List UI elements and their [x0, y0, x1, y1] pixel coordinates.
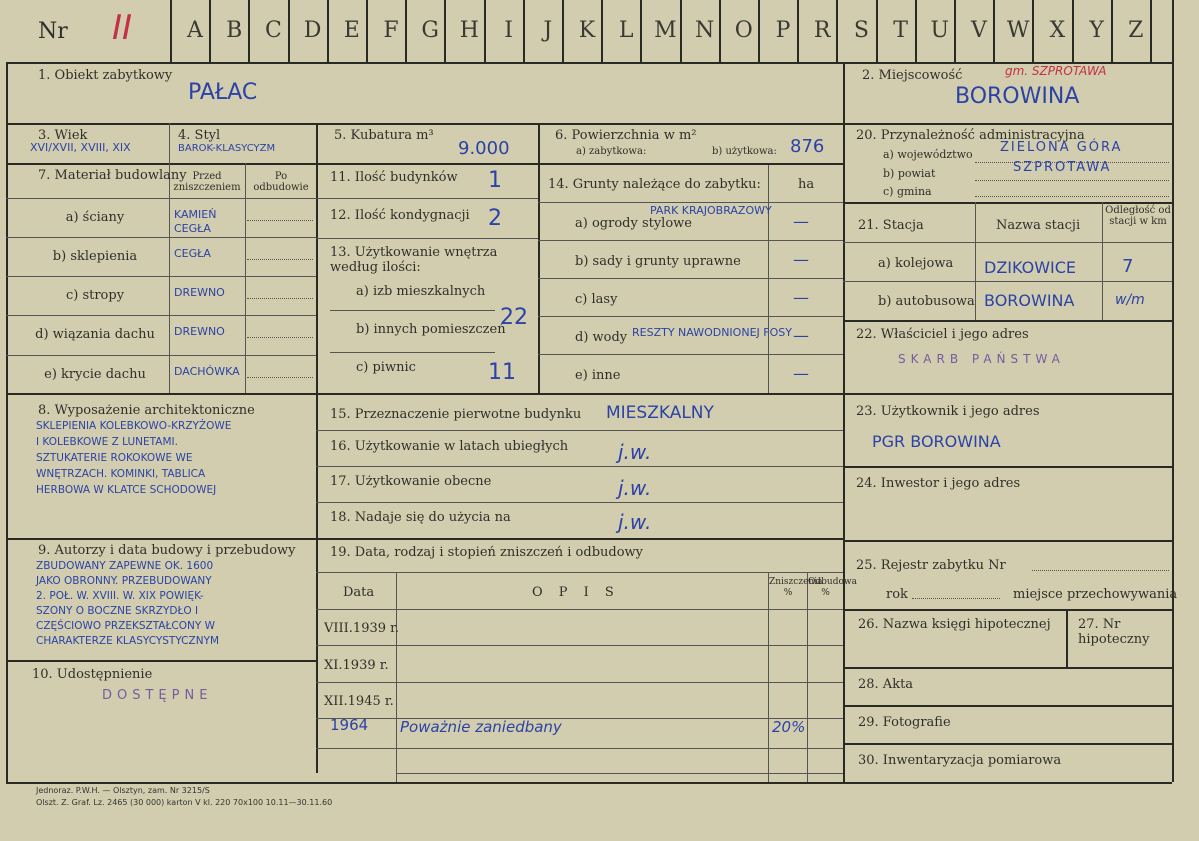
- f16-divider: [316, 466, 843, 467]
- f7-after-line: [247, 298, 313, 299]
- f19-row-divider: [316, 748, 843, 749]
- f18-value: j.w.: [618, 510, 652, 534]
- f19-div-opis: [768, 572, 769, 782]
- f20-woj-label: a) województwo: [883, 148, 973, 161]
- f20-woj: ZIELONA GÓRA: [1000, 140, 1123, 155]
- row1-divider: [6, 123, 1172, 125]
- f22-value: SKARB PAŃSTWA: [898, 352, 1065, 366]
- f9-line: CHARAKTERZE KLASYCYSTYCZNYM: [36, 635, 220, 647]
- nr-value: II: [112, 8, 133, 48]
- alphabet-divider: [719, 0, 721, 62]
- alphabet-letter: K: [578, 18, 596, 43]
- footer-line1: Jednoraz. P.W.H. — Olsztyn, zam. Nr 3215/S: [36, 786, 210, 795]
- f29-label: 29. Fotografie: [858, 715, 951, 730]
- f21-rail-km: 7: [1122, 256, 1134, 277]
- f13-b-divider: [330, 352, 495, 353]
- f7-col-after: Po odbudowie: [253, 171, 309, 193]
- f13-a-divider: [330, 310, 495, 311]
- f7-row-label: a) ściany: [65, 210, 125, 225]
- f8-line: WNĘTRZACH. KOMINKI, TABLICA: [36, 468, 206, 480]
- f14-row-divider: [538, 354, 843, 355]
- alphabet-divider: [876, 0, 878, 62]
- bottom-divider: [6, 782, 1172, 784]
- f7-row-label: c) stropy: [65, 288, 125, 303]
- f4-value: BAROK-KLASYCYZM: [178, 143, 276, 154]
- alphabet-divider: [758, 0, 760, 62]
- f7-row-value: CEGŁA: [174, 247, 211, 260]
- alphabet-letter: A: [187, 18, 203, 43]
- f7-row-divider: [6, 315, 316, 316]
- footer-line2: Olszt. Z. Graf. Lz. 2465 (30 000) karton V kl. 220 70x100 10.11—30.11.60: [36, 798, 333, 807]
- f25-divider: [843, 609, 1172, 611]
- header-divider: [6, 62, 1172, 64]
- f21-divider: [843, 320, 1172, 322]
- alphabet-divider: [797, 0, 799, 62]
- f11-label: 11. Ilość budynków: [330, 170, 458, 185]
- f7-after-line: [247, 259, 313, 260]
- alphabet-letter: V: [971, 18, 987, 43]
- f7-row-label: e) krycie dachu: [44, 367, 146, 382]
- divider-f26-f27: [1066, 609, 1068, 667]
- alphabet-letter: E: [343, 18, 360, 43]
- f14-row-divider: [538, 240, 843, 241]
- f17-label: 17. Użytkowanie obecne: [330, 474, 492, 489]
- f6-sub-b: b) użytkowa:: [712, 146, 777, 157]
- f22-divider: [843, 393, 1172, 395]
- f7-row-value: KAMIEŃ CEGŁA: [174, 208, 217, 235]
- f19-head-divider: [316, 609, 843, 610]
- f9-line: CZĘŚCIOWO PRZEKSZTAŁCONY W: [36, 620, 215, 632]
- alphabet-divider: [836, 0, 838, 62]
- f21-div-1: [975, 202, 976, 320]
- alphabet-letter: G: [421, 18, 439, 43]
- f7-row-value: DREWNO: [174, 286, 225, 299]
- f13-label: 13. Użytkowanie wnętrza według ilości:: [330, 245, 498, 275]
- f7-row-divider: [6, 276, 316, 277]
- f19-col-opis: O P I S: [532, 585, 620, 600]
- divider-right: [1172, 0, 1174, 782]
- nr-label: Nr: [38, 19, 68, 44]
- f6-label: 6. Powierzchnia w m²: [555, 128, 697, 143]
- f11-divider: [316, 198, 538, 199]
- f28-label: 28. Akta: [858, 677, 914, 692]
- f12-divider: [316, 238, 538, 239]
- alphabet-letter: X: [1049, 18, 1066, 43]
- alphabet-letter: L: [618, 18, 634, 43]
- alphabet-divider: [209, 0, 211, 62]
- f14-label: 14. Grunty należące do zabytku:: [548, 177, 761, 192]
- divider-col3: [843, 62, 845, 782]
- f21-div-2: [1102, 202, 1103, 320]
- f14-row-value: —: [793, 326, 809, 345]
- f6-sub-a: a) zabytkowa:: [576, 146, 647, 157]
- alphabet-divider: [1032, 0, 1034, 62]
- alphabet-letter: H: [459, 18, 479, 43]
- f21-bus: BOROWINA: [984, 291, 1075, 310]
- row8-divider: [6, 538, 316, 540]
- f25-rok-line: [912, 598, 1000, 599]
- f13-value-c: 11: [488, 360, 516, 385]
- f14-row-note: PARK KRAJOBRAZOWY: [650, 204, 772, 217]
- f13-a: a) izb mieszkalnych: [356, 284, 486, 299]
- f14-top: [538, 163, 843, 165]
- alphabet-divider: [288, 0, 290, 62]
- alphabet-divider: [562, 0, 564, 62]
- f14-head-divider: [538, 202, 843, 203]
- f7-label: 7. Materiał budowlany: [38, 168, 187, 183]
- divider-col1: [316, 123, 318, 773]
- f25-line: [1032, 570, 1169, 571]
- f29-divider: [843, 743, 1172, 745]
- row2-divider: [6, 163, 538, 165]
- f2-label: 2. Miejscowość: [862, 68, 963, 83]
- f21-col-dist: Odległość od stacji w km: [1105, 205, 1171, 227]
- f19-col-od: Odbudowa %: [808, 577, 857, 598]
- f7-after-line: [247, 220, 313, 221]
- alphabet-divider: [1150, 0, 1152, 62]
- f3-label: 3. Wiek: [38, 128, 88, 143]
- f15-divider: [316, 430, 843, 431]
- alphabet-letter: O: [734, 18, 753, 43]
- f19-bottom-line: [396, 773, 843, 774]
- f14-unit: ha: [798, 177, 815, 192]
- alphabet-letter: T: [893, 18, 908, 43]
- alphabet-letter: Y: [1089, 18, 1104, 43]
- alphabet-letter: Z: [1128, 18, 1144, 43]
- alphabet-divider: [405, 0, 407, 62]
- alphabet-divider: [327, 0, 329, 62]
- f8-label: 8. Wyposażenie architektoniczne: [38, 403, 255, 418]
- f19-col-zn: Zniszczenia %: [769, 577, 823, 598]
- f19-row-data: 1964: [330, 716, 369, 734]
- f30-label: 30. Inwentaryzacja pomiarowa: [858, 753, 1062, 768]
- alphabet-divider: [954, 0, 956, 62]
- f26-label: 26. Nazwa księgi hipotecznej: [858, 617, 1051, 632]
- alphabet-letter: C: [264, 18, 282, 43]
- f21-rail-divider: [843, 281, 1172, 282]
- f21-rail-label: a) kolejowa: [878, 256, 954, 271]
- f14-row-note: RESZTY NAWODNIONEJ FOSY: [632, 326, 792, 339]
- f19-col-data: Data: [343, 585, 375, 600]
- f3-value: XVI/XVII, XVIII, XIX: [30, 141, 131, 154]
- f20-pow-line: [975, 180, 1169, 181]
- f15-value: MIESZKALNY: [606, 403, 714, 423]
- alphabet-letter: P: [775, 18, 791, 43]
- alphabet-divider: [484, 0, 486, 62]
- f7-row-value: DREWNO: [174, 325, 225, 338]
- row9-divider: [6, 660, 316, 662]
- f14-row-label: d) wody: [575, 330, 628, 345]
- f2-note: gm. SZPROTAWA: [1005, 64, 1107, 78]
- divider-left: [6, 62, 8, 782]
- f7-head-divider: [6, 198, 316, 199]
- f16-label: 16. Użytkowanie w latach ubiegłych: [330, 439, 569, 454]
- f19-row-divider: [316, 718, 843, 719]
- f14-row-divider: [538, 316, 843, 317]
- f7-after-line: [247, 377, 313, 378]
- f9-line: JAKO OBRONNY. PRZEBUDOWANY: [36, 575, 212, 587]
- f1-value: PAŁAC: [188, 80, 258, 105]
- f19-row-divider: [316, 645, 843, 646]
- f19-label: 19. Data, rodzaj i stopień zniszczeń i odbudowy: [330, 545, 644, 560]
- f7-row-label: b) sklepienia: [52, 249, 138, 264]
- f18-divider: [316, 538, 843, 540]
- f1-label: 1. Obiekt zabytkowy: [38, 68, 173, 83]
- f20-gm-label: c) gmina: [883, 185, 932, 198]
- f7-row-value: DACHÓWKA: [174, 365, 240, 378]
- f10-value: DOSTĘPNE: [102, 688, 213, 703]
- alphabet-letter: J: [543, 18, 553, 43]
- alphabet-letter: W: [1006, 18, 1030, 43]
- f17-divider: [316, 502, 843, 503]
- f22-label: 22. Właściciel i jego adres: [856, 327, 1029, 342]
- f26-divider: [843, 667, 1172, 669]
- f14-row-value: —: [793, 250, 809, 269]
- f19-row-divider: [316, 682, 843, 683]
- f20-divider: [843, 202, 1172, 204]
- alphabet-letter: U: [930, 18, 950, 43]
- f8-line: SZTUKATERIE ROKOKOWE WE: [36, 452, 193, 464]
- f9-line: SZONY O BOCZNE SKRZYDŁO I: [36, 605, 199, 617]
- alphabet-divider: [601, 0, 603, 62]
- alphabet-letter: D: [303, 18, 322, 43]
- f19-row-data: XII.1945 r.: [324, 694, 394, 709]
- f14-row-label: b) sady i grunty uprawne: [575, 254, 741, 269]
- f19-row-zn: 20%: [772, 718, 806, 736]
- f16-value: j.w.: [618, 440, 652, 464]
- f13-b: b) innych pomieszczeń: [356, 322, 506, 337]
- alphabet-letter: N: [694, 18, 715, 43]
- row7-divider: [6, 393, 843, 395]
- f7-col-before: Przed zniszczeniem: [173, 171, 241, 193]
- f5-value: 9.000: [458, 138, 510, 159]
- f5-label: 5. Kubatura m³: [334, 128, 434, 143]
- alphabet-start-divider: [170, 0, 172, 62]
- f8-line: I KOLEBKOWE Z LUNETAMI.: [36, 436, 178, 448]
- f12-label: 12. Ilość kondygnacji: [330, 208, 470, 223]
- f20-gm-line: [975, 196, 1169, 197]
- f14-row-value: —: [793, 212, 809, 231]
- alphabet-letter: S: [853, 18, 869, 43]
- f23-label: 23. Użytkownik i jego adres: [856, 404, 1040, 419]
- f8-line: SKLEPIENIA KOLEBKOWO-KRZYŻOWE: [36, 420, 232, 432]
- f21-rail: DZIKOWICE: [984, 258, 1077, 277]
- f21-label: 21. Stacja: [858, 218, 924, 233]
- alphabet-divider: [680, 0, 682, 62]
- f4-label: 4. Styl: [178, 128, 221, 143]
- f27-label: 27. Nr hipoteczny: [1078, 617, 1150, 647]
- f21-bus-km: w/m: [1115, 292, 1145, 308]
- f2-value: BOROWINA: [955, 84, 1080, 109]
- f12-value: 2: [488, 206, 502, 231]
- alphabet-divider: [640, 0, 642, 62]
- f25-label: 25. Rejestr zabytku Nr: [856, 558, 1006, 573]
- f20-pow: SZPROTAWA: [1013, 160, 1112, 175]
- f7-row-divider: [6, 237, 316, 238]
- f9-line: ZBUDOWANY ZAPEWNE OK. 1600: [36, 560, 214, 572]
- f15-label: 15. Przeznaczenie pierwotne budynku: [330, 407, 582, 422]
- f21-head-divider: [843, 242, 1172, 243]
- alphabet-letter: M: [654, 18, 677, 43]
- alphabet-divider: [1072, 0, 1074, 62]
- f9-label: 9. Autorzy i data budowy i przebudowy: [38, 543, 296, 558]
- f19-row-data: XI.1939 r.: [324, 658, 389, 673]
- alphabet-letter: R: [813, 18, 831, 43]
- alphabet-divider: [993, 0, 995, 62]
- f13-value-ab: 22: [500, 305, 528, 330]
- f14-row-value: —: [793, 288, 809, 307]
- f21-col-name: Nazwa stacji: [996, 218, 1081, 233]
- f19-row-data: VIII.1939 r.: [324, 621, 400, 636]
- f8-line: HERBOWA W KLATCE SCHODOWEJ: [36, 484, 217, 496]
- alphabet-divider: [444, 0, 446, 62]
- alphabet-divider: [366, 0, 368, 62]
- f21-bus-label: b) autobusowa: [878, 294, 975, 309]
- f7-row-label: d) wiązania dachu: [35, 327, 155, 342]
- f28-divider: [843, 705, 1172, 707]
- f6-value-b: 876: [790, 136, 825, 157]
- f14-row-divider: [538, 278, 843, 279]
- alphabet-divider: [1111, 0, 1113, 62]
- alphabet-divider: [523, 0, 525, 62]
- f23-divider: [843, 466, 1172, 468]
- f24-divider: [843, 540, 1172, 542]
- f7-after-line: [247, 337, 313, 338]
- f10-label: 10. Udostępnienie: [32, 667, 153, 682]
- alphabet-letter: B: [226, 18, 243, 43]
- f20-pow-label: b) powiat: [883, 167, 936, 180]
- f25-miejsce: miejsce przechowywania: [1013, 587, 1178, 602]
- f18-label: 18. Nadaje się do użycia na: [330, 510, 511, 525]
- f19-row-opis: Poważnie zaniedbany: [400, 718, 562, 736]
- alphabet-letter: F: [383, 18, 399, 43]
- f19-div-data: [396, 572, 397, 782]
- f13-c: c) piwnic: [356, 360, 416, 375]
- f9-line: 2. POŁ. W. XVIII. W. XIX POWIĘK-: [36, 590, 204, 602]
- f23-value: PGR BOROWINA: [872, 432, 1001, 451]
- f14-row-label: c) lasy: [575, 292, 618, 307]
- f14-row-label: a) ogrody stylowe: [575, 216, 692, 231]
- f19-div-zn: [807, 572, 808, 782]
- f17-value: j.w.: [618, 476, 652, 500]
- f25-rok: rok: [886, 587, 908, 602]
- f14-row-value: —: [793, 364, 809, 383]
- f24-label: 24. Inwestor i jego adres: [856, 476, 1021, 491]
- f14-row-label: e) inne: [575, 368, 621, 383]
- alphabet-letter: I: [504, 18, 513, 43]
- f7-row-divider: [6, 355, 316, 356]
- alphabet-divider: [248, 0, 250, 62]
- divider-f3-f4: [169, 123, 170, 163]
- alphabet-divider: [915, 0, 917, 62]
- f20-label: 20. Przynależność administracyjna: [856, 128, 1085, 143]
- f11-value: 1: [488, 168, 502, 193]
